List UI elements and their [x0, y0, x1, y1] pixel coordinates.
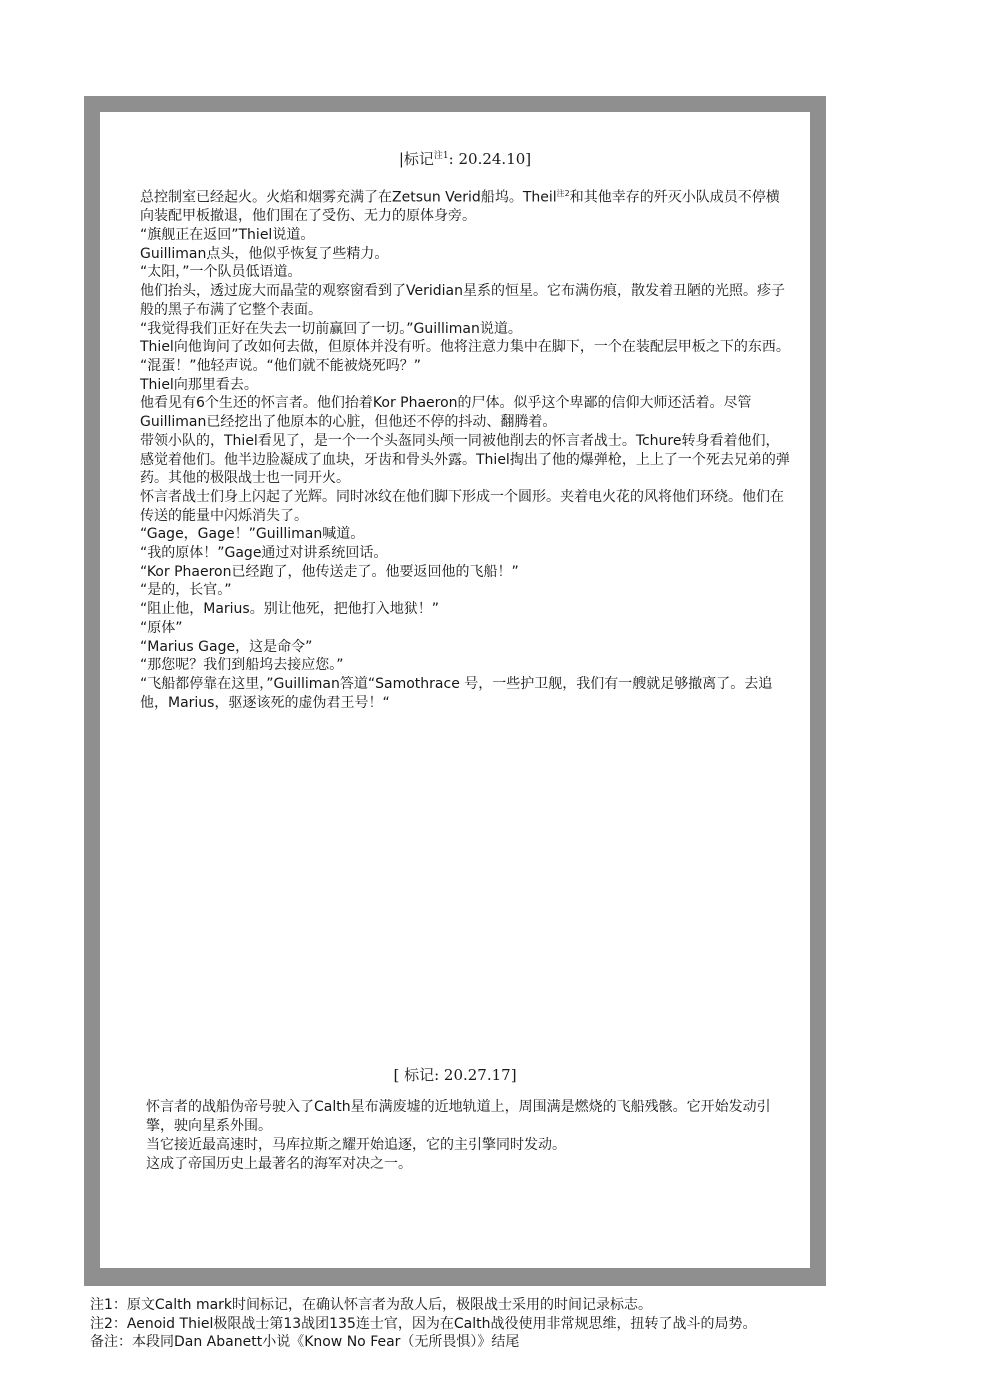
paragraph: 他看见有6个生还的怀言者。他们抬着Kor Phaeron的尸体。似乎这个卑鄙的信仰大师还活着。尽管Guilliman已经挖出了他原本的心脏，但他还不停的抖动、翻腾着。	[140, 395, 752, 431]
paragraph	[140, 185, 790, 226]
paragraph: “原体”	[140, 619, 183, 636]
paragraph: “旗舰正在返回”Thiel说道。	[140, 227, 315, 244]
footnote-ref: 注2	[556, 189, 570, 198]
paragraph: 当它接近最高速时，马库拉斯之耀开始追逐，它的主引擎同时发动。	[146, 1137, 566, 1153]
page-frame	[84, 96, 826, 1286]
footnote-2: 注2：Aenoid Thiel极限战士第13战团135连士官，因为在Calth战役使用非常规思维，扭转了战斗的局势。	[90, 1315, 757, 1332]
section-marker-2: [ 标记: 20.27.17]	[393, 1066, 517, 1084]
section-marker-1	[100, 148, 810, 169]
marker-footnote-ref: 注1	[433, 151, 449, 161]
marker-label: |标记	[398, 150, 434, 168]
paragraph: 带领小队的，Thiel看见了，是一个一个头盔同头颅一同被他削去的怀言者战士。Tchure转身看着他们，感觉着他们。他半边脸凝成了血块，牙齿和骨头外露。Thiel掏出了他的爆弹枪，上上了一个死去兄弟的弹药。其他的极限战士也一同开火。	[140, 432, 790, 487]
paragraph: Thiel向他询问了改如何去做，但原体并没有听。他将注意力集中在脚下，一个在装配层甲板之下的东西。	[140, 339, 790, 356]
paragraph: 怀言者战士们身上闪起了光辉。同时冰纹在他们脚下形成一个圆形。夹着电火花的风将他们环绕。他们在传送的能量中闪烁消失了。	[140, 488, 784, 524]
paragraph: Thiel向那里看去。	[140, 376, 258, 393]
paragraph: “Marius Gage，这是命令”	[140, 638, 313, 655]
paragraph: 怀言者的战船伪帝号驶入了Calth星布满废墟的近地轨道上，周围满是燃烧的飞船残骸。它开始发动引擎，驶向星系外围。	[146, 1099, 771, 1134]
section-1-text	[140, 185, 790, 712]
paragraph: “那您呢？我们到船坞去接应您。”	[140, 657, 344, 674]
paragraph: “太阳，”一个队员低语道。	[140, 264, 302, 281]
paragraph: 他们抬头，透过庞大而晶莹的观察窗看到了Veridian星系的恒星。它布满伤痕，散发着丑陋的光照。疹子般的黑子布满了它整个表面。	[140, 283, 785, 318]
paragraph: “Gage，Gage！”Guilliman喊道。	[140, 526, 365, 543]
paragraph: “飞船都停靠在这里，”Guilliman答道“Samothrace 号，一些护卫舰，我们有一艘就足够撤离了。去追他，Marius，驱逐该死的虚伪君王号！“	[140, 675, 773, 711]
paragraph: “我觉得我们正好在失去一切前赢回了一切。”Guilliman说道。	[140, 320, 522, 337]
section-2-text	[146, 1098, 786, 1174]
remark-note: 备注：本段同Dan Abanett小说《Know No Fear（无所畏惧）》结尾	[90, 1334, 520, 1350]
page-content-area	[100, 112, 810, 1268]
paragraph: “Kor Phaeron已经跑了，他传送走了。他要返回他的飞船！”	[140, 563, 519, 580]
marker-time: : 20.24.10]	[448, 150, 532, 168]
paragraph: 这成了帝国历史上最著名的海军对决之一。	[146, 1156, 412, 1172]
paragraph-text: 总控制室已经起火。火焰和烟雾充满了在Zetsun Verid船坞。Theil	[140, 189, 557, 206]
paragraph: “是的，长官。”	[140, 582, 232, 599]
paragraph: Guilliman点头，他似乎恢复了些精力。	[140, 245, 389, 262]
footnote-1: 注1：原文Calth mark时间标记，在确认怀言者为敌人后，极限战士采用的时间记录标志。	[90, 1297, 653, 1313]
footnotes	[90, 1296, 950, 1352]
paragraph: “阻止他，Marius。别让他死，把他打入地狱！”	[140, 601, 439, 618]
paragraph: “我的原体！”Gage通过对讲系统回话。	[140, 545, 388, 562]
paragraph-text: 和其他幸存的歼灭小队成员不停横向装配甲板撤退，他们围在了受伤、无力的原体身旁。	[140, 189, 780, 225]
paragraph: “混蛋！”他轻声说。“他们就不能被烧死吗？”	[140, 357, 422, 374]
